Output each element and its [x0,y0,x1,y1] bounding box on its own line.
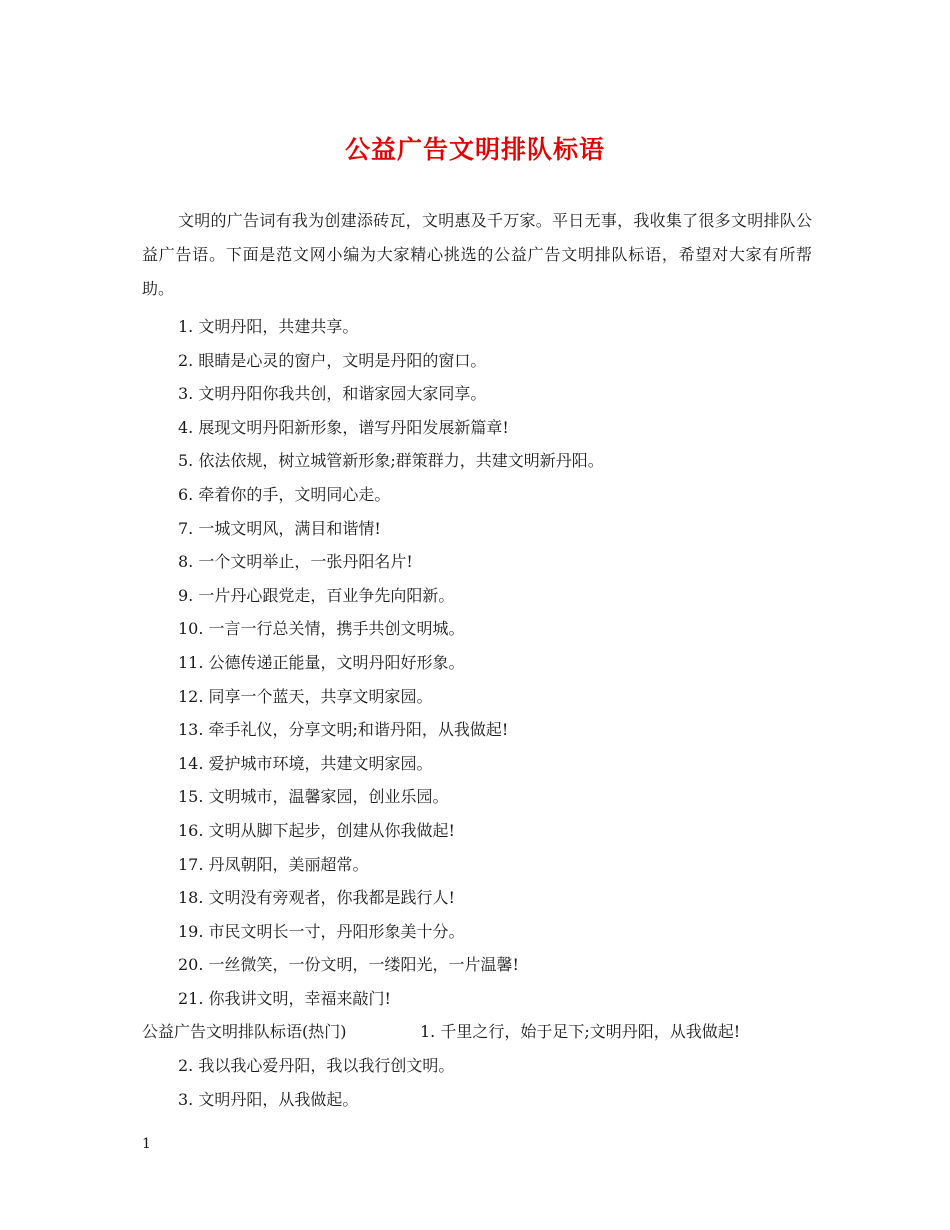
list-item: 3. 文明丹阳，从我做起。 [178,1089,359,1109]
list-item: 11. 公德传递正能量，文明丹阳好形象。 [178,652,465,672]
page-number: 1 [142,1136,151,1152]
list-item: 17. 丹凤朝阳，美丽超常。 [178,854,369,874]
list-item: 5. 依法依规，树立城管新形象;群策群力，共建文明新丹阳。 [178,451,604,471]
list-item: 12. 同享一个蓝天，共享文明家园。 [178,686,433,706]
list-item: 10. 一言一行总关情，携手共创文明城。 [178,619,465,639]
list-item: 13. 牵手礼仪，分享文明;和谐丹阳，从我做起! [178,720,509,740]
list-item: 19. 市民文明长一寸，丹阳形象美十分。 [178,921,465,941]
section-heading-row [142,1015,822,1049]
list-item: 2. 我以我心爱丹阳，我以我行创文明。 [178,1056,455,1076]
list-item: 6. 牵着你的手，文明同心走。 [178,484,391,504]
slogan-list [142,310,822,1116]
list-item: 14. 爱护城市环境，共建文明家园。 [178,753,433,773]
list-item: 8. 一个文明举止，一张丹阳名片! [178,552,413,572]
list-item: 4. 展现文明丹阳新形象，谱写丹阳发展新篇章! [178,417,509,437]
list-item: 15. 文明城市，温馨家园，创业乐园。 [178,787,449,807]
list-item: 2. 眼睛是心灵的窗户，文明是丹阳的窗口。 [178,350,487,370]
list-item: 18. 文明没有旁观者，你我都是践行人! [178,888,455,908]
document-title: 公益广告文明排队标语 [344,135,605,164]
intro-paragraph: 文明的广告词有我为创建添砖瓦，文明惠及千万家。平日无事，我收集了很多文明排队公益广告语。下面是范文网小编为大家精心挑选的公益广告文明排队标语，希望对大家有所帮助。 [142,211,812,298]
list-item: 1. 千里之行，始于足下;文明丹阳，从我做起! [420,1022,741,1042]
list-item: 16. 文明从脚下起步，创建从你我做起! [178,820,455,840]
list-item: 20. 一丝微笑，一份文明，一缕阳光，一片温馨! [178,955,519,975]
list-item: 9. 一片丹心跟党走，百业争先向阳新。 [178,585,455,605]
list-item: 3. 文明丹阳你我共创，和谐家园大家同享。 [178,384,487,404]
section-heading: 公益广告文明排队标语(热门) [142,1022,347,1042]
list-item: 7. 一城文明风，满目和谐情! [178,518,381,538]
list-item: 21. 你我讲文明，幸福来敲门! [178,988,391,1008]
list-item: 1. 文明丹阳，共建共享。 [178,317,359,336]
